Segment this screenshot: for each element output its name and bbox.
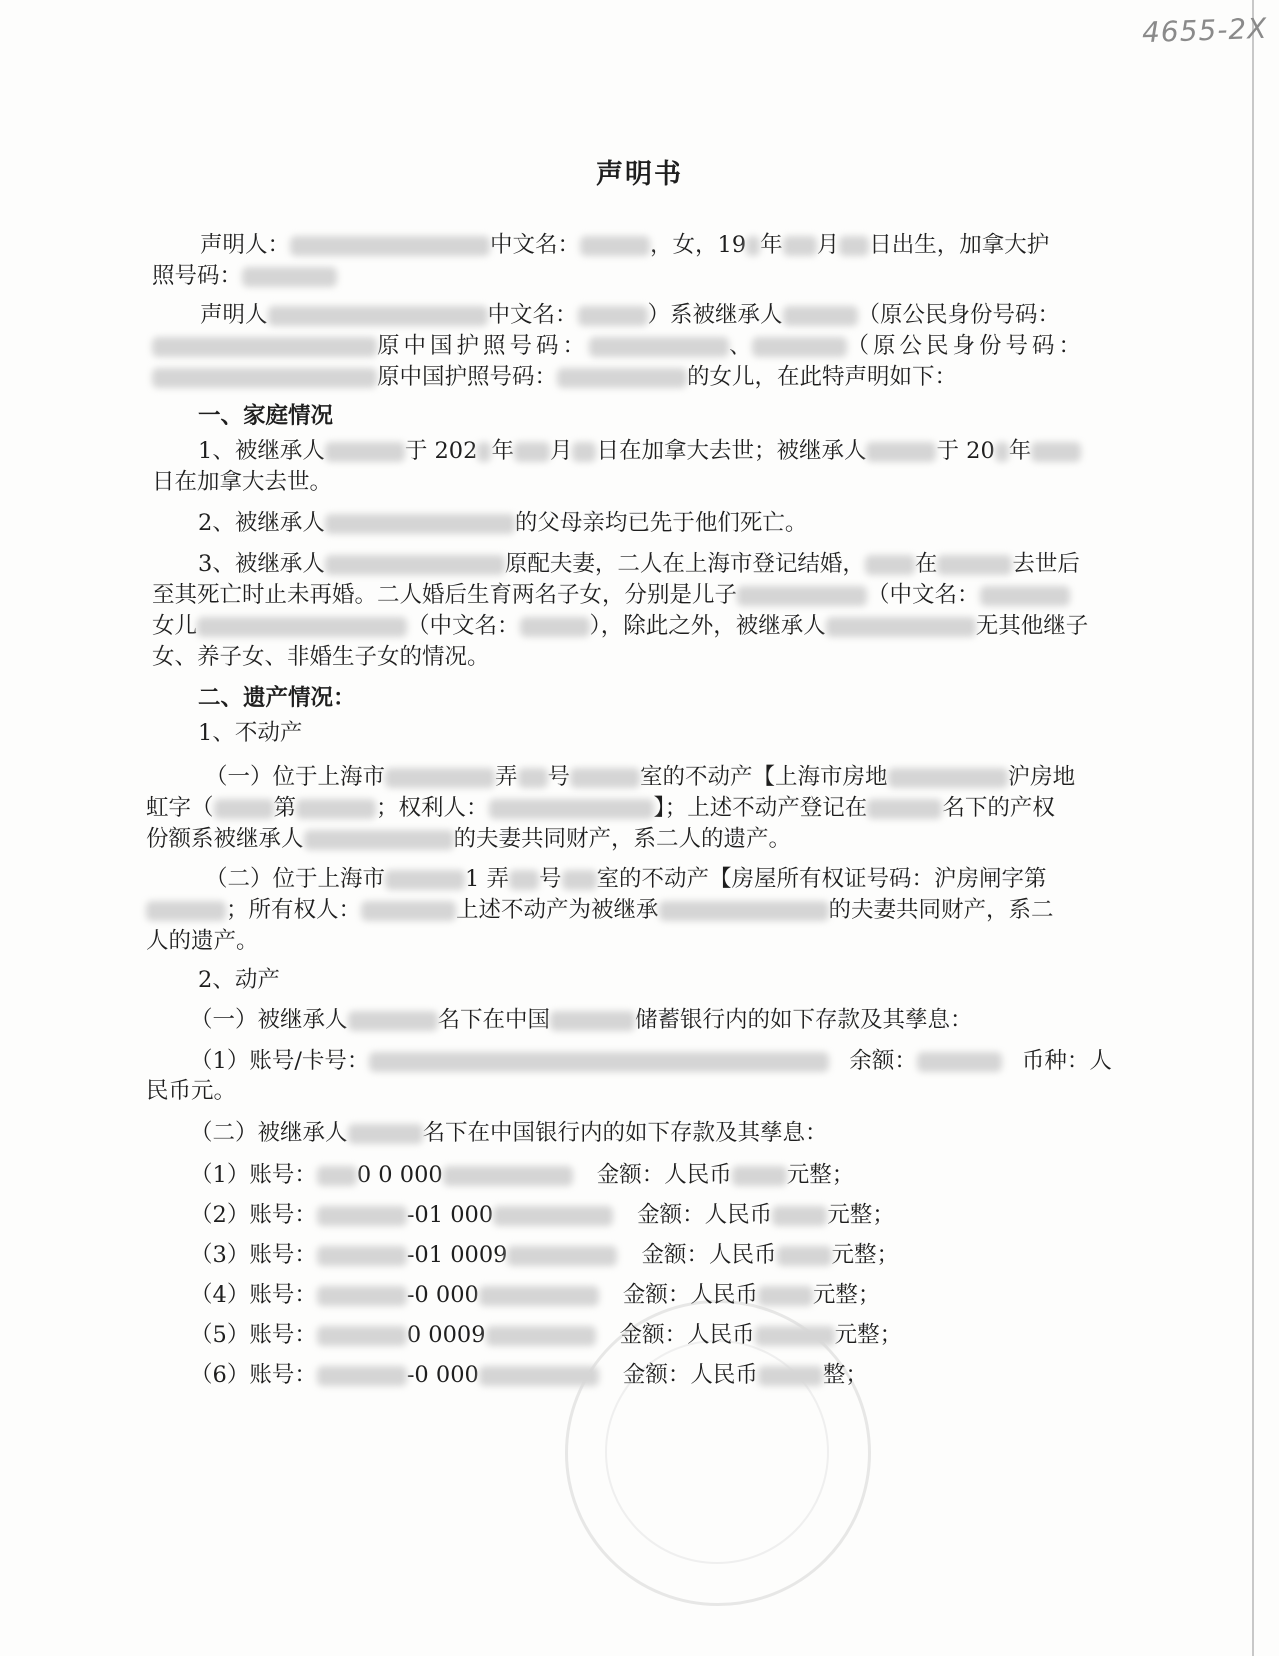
realty2-line2: ；所有权人： 上述不动产为被继承 的夫妻共同财产，系二 — [146, 895, 1054, 925]
realty2-line1: （二）位于上海市 1 弄 号 室的不动产【房屋所有权证号码：沪房闸字第 — [205, 866, 1047, 892]
family-item1-line2: 日在加拿大去世。 — [152, 469, 333, 495]
account-row: （4）账号： -0 000 金额：人民币 元整； — [190, 1282, 881, 1308]
realty1-line2: 虹字（ 第 ；权利人： 】；上述不动产登记在 名下的产权 — [146, 795, 1055, 821]
realty1-line1: （一）位于上海市 弄 号 室的不动产【上海市房地 沪房地 — [205, 764, 1076, 790]
declarant1-line1: 声明人： 中文名： ，女，19 年 月 日出生，加拿大护 — [200, 232, 1050, 258]
declarant1-line2: 照号码： — [152, 261, 337, 291]
family-item3-line1: 3、被继承人 原配夫妻，二人在上海市登记结婚， 在 去世后 — [198, 551, 1080, 577]
family-item3-line4: 女、养子女、非婚生子女的情况。 — [152, 644, 490, 670]
family-item3-line2: 至其死亡时止未再婚。二人婚后生育两名子女，分别是儿子 （中文名： — [152, 580, 1070, 610]
section2-heading: 二、遗产情况： — [198, 685, 356, 711]
movable-heading: 2、动产 — [198, 967, 280, 993]
account-row: （1）账号： 0 0 000 金额：人民币 元整； — [190, 1162, 855, 1188]
movable1-account: （1）账号/卡号： 余额： 币种：人 — [190, 1048, 1112, 1074]
realty1-line3: 份额系被继承人 的夫妻共同财产，系二人的遗产。 — [146, 826, 792, 852]
account-row: （2）账号： -01 000 金额：人民币 元整； — [190, 1202, 895, 1228]
realty-heading: 1、不动产 — [198, 720, 303, 746]
declarant2-line1: 声明人 中文名： ）系被继承人 （原公民身份号码： — [200, 302, 1061, 328]
account-row: （6）账号： -0 000 金额：人民币 整； — [190, 1362, 868, 1388]
page-edge — [1252, 0, 1254, 1656]
movable2-line: （二）被继承人 名下在中国银行内的如下存款及其孳息： — [190, 1120, 828, 1146]
family-item3-line3: 女儿 （中文名： ），除此之外，被继承人 无其他继子 — [152, 613, 1089, 639]
family-item2: 2、被继承人 的父母亲均已先于他们死亡。 — [198, 510, 808, 536]
family-item1-line1: 1、被继承人 于 202 年 月 日在加拿大去世；被继承人 于 20 年 — [198, 436, 1081, 466]
account-row: （3）账号： -01 0009 金额：人民币 元整； — [190, 1242, 900, 1268]
declarant2-line3: 原中国护照号码： 的女儿，在此特声明如下： — [152, 362, 957, 392]
movable1-currency-cont: 民币元。 — [146, 1078, 237, 1104]
document-title: 声明书 — [596, 159, 683, 190]
declarant2-line2: 原中国护照号码： 、 （原公民身份号码： — [152, 331, 1085, 361]
section1-heading: 一、家庭情况 — [198, 403, 334, 429]
realty2-line3: 人的遗产。 — [146, 928, 259, 954]
handwritten-note: 4655-2X — [1141, 11, 1268, 50]
movable1-line: （一）被继承人 名下在中国 储蓄银行内的如下存款及其孳息： — [190, 1007, 973, 1033]
account-row: （5）账号： 0 0009 金额：人民币 元整； — [190, 1322, 903, 1348]
